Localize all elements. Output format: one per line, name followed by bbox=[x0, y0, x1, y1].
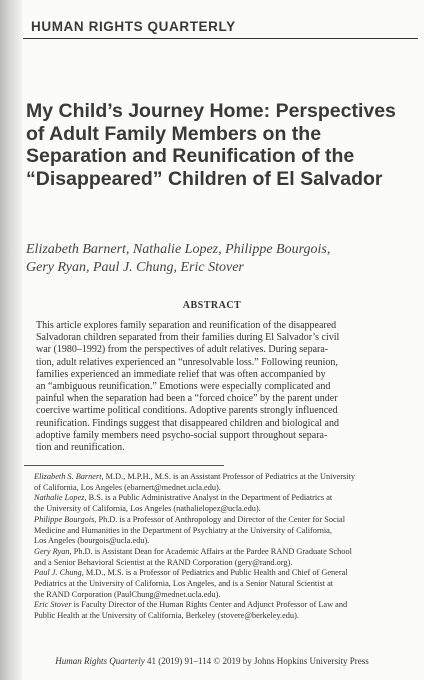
author-note bbox=[34, 493, 410, 514]
abstract-line: an “ambiguous reunification.” Emotions were especially complicated and bbox=[36, 381, 331, 393]
author-note-text: of California, Los Angeles (ebarnert@mednet.ucla.edu). bbox=[34, 482, 221, 492]
author-note-text: and a Senior Behavioral Scientist at the RAND Corporation (gery@rand.org). bbox=[34, 557, 293, 567]
author-line: Elizabeth Barnert, Nathalie Lopez, Philippe Bourgois, bbox=[26, 242, 331, 257]
title-line: “Disappeared” Children of El Salvador bbox=[26, 167, 383, 190]
author-note-name: Gery Ryan, bbox=[34, 546, 72, 556]
author-note-text: Los Angeles (bourgois@ucla.edu). bbox=[34, 536, 150, 546]
author-notes bbox=[34, 472, 410, 622]
author-note bbox=[34, 600, 410, 621]
author-line: Gery Ryan, Paul J. Chung, Eric Stover bbox=[26, 259, 244, 275]
citation-journal: Human Rights Quarterly bbox=[55, 656, 145, 666]
article-title bbox=[26, 100, 418, 190]
footnote-rule bbox=[24, 465, 224, 466]
abstract-line: tion and reunification. bbox=[36, 442, 125, 454]
author-note-text: Medicine and Humanities in the Department of Psychiatry at the University of California, bbox=[34, 525, 332, 535]
abstract-line: coercive wartime political conditions. Adoptive parents strongly influenced bbox=[36, 405, 338, 417]
abstract-line: tion, adult relatives experienced an “unresolvable loss.” Following reunion, bbox=[36, 356, 338, 368]
citation-line bbox=[0, 656, 424, 666]
abstract-line: families experienced an immediate relief that was often accompanied by bbox=[36, 368, 326, 380]
author-note bbox=[34, 515, 410, 547]
abstract-line: reunification. Findings suggest that disappeared children and biological and bbox=[36, 417, 339, 429]
abstract-line: painful when the separation had been a “forced choice” by the parent under bbox=[36, 393, 338, 405]
header-rule bbox=[23, 38, 418, 39]
author-note-text: Pediatrics at the University of California, Los Angeles, and is a Senior Natural Scientist at bbox=[34, 579, 334, 589]
author-note-name: Paul J. Chung, bbox=[34, 568, 84, 578]
abstract-line: adoptive family members need psycho-social support throughout separa- bbox=[36, 429, 328, 441]
author-note-text: Public Health at the University of California, Berkeley (stovere@berkeley.edu). bbox=[34, 611, 299, 621]
abstract-line: war (1980–1992) from the perspectives of adult relatives. During separa- bbox=[36, 344, 329, 356]
abstract-heading: ABSTRACT bbox=[182, 300, 242, 311]
author-note-name: Nathalie Lopez, bbox=[34, 493, 87, 503]
author-note-text: Ph.D. is Assistant Dean for Academic Affairs at the Pardee RAND Graduate School bbox=[71, 546, 352, 556]
author-note bbox=[34, 568, 410, 600]
title-line: Separation and Reunification of the bbox=[26, 145, 355, 167]
journal-header: HUMAN RIGHTS QUARTERLY bbox=[31, 19, 236, 34]
author-note-text: is Faculty Director of the Human Rights Center and Adjunct Professor of Law and bbox=[71, 600, 348, 610]
citation-details: 41 (2019) 91–114 © 2019 by Johns Hopkins University Press bbox=[144, 656, 369, 666]
author-note-text: M.D., M.S. is a Professor of Pediatrics and Public Health and Chief of General bbox=[83, 568, 348, 578]
abstract-line: This article explores family separation and reunification of the disappeared bbox=[36, 320, 337, 331]
author-note-text: M.D., M.P.H., M.S. is an Assistant Professor of Pediatrics at the University bbox=[103, 472, 356, 481]
abstract-line: Salvadoran children separated from their families during El Salvador’s civil bbox=[36, 332, 340, 344]
abstract-text bbox=[36, 320, 400, 454]
author-note-name: Philippe Bourgois, bbox=[34, 514, 97, 524]
author-list bbox=[26, 241, 418, 276]
author-note-text: the University of California, Los Angeles (nathalielopez@ucla.edu). bbox=[34, 504, 261, 514]
author-note-name: Eric Stover bbox=[34, 600, 72, 610]
author-note bbox=[34, 547, 410, 568]
author-note-name: Elizabeth S. Barnert, bbox=[34, 472, 104, 481]
author-note-text: the RAND Corporation (PaulChung@mednet.ucla.edu). bbox=[34, 589, 221, 599]
title-line: My Child’s Journey Home: Perspectives bbox=[26, 100, 396, 122]
author-note-text: Ph.D. is a Professor of Anthropology and Director of the Center for Social bbox=[96, 514, 346, 524]
author-note bbox=[34, 472, 410, 493]
title-line: of Adult Family Members on the bbox=[26, 122, 322, 145]
author-note-text: B.S. is a Public Administrative Analyst in the Department of Pediatrics at bbox=[86, 493, 333, 503]
